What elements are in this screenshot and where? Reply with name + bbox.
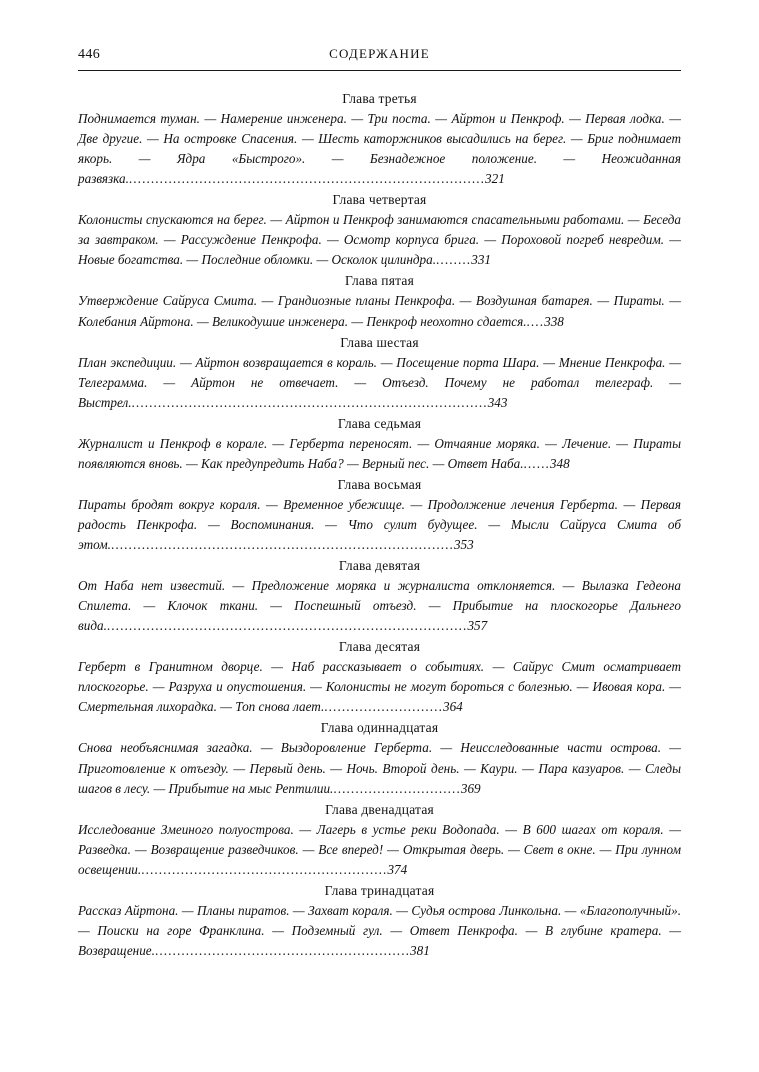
- summary-text: Поднимается туман. — Намерение инженера. — Три поста. — Айртон и Пенкроф. — Первая лодка. — Две другие. — На островке Спасения. — Шесть каторжников высадились на берег. — Бриг поднимает якорь. — Ядра «Быстрого». — Безнадежное положение. — Неожиданная развязка.: [78, 111, 681, 187]
- chapter-heading: Глава тринадцатая: [324, 882, 435, 898]
- chapter-heading: Глава третья: [342, 91, 417, 106]
- chapter-heading: Глава четвертая: [332, 192, 427, 208]
- chapter-summary: [78, 820, 681, 880]
- summary-text: Колонисты спускаются на берег. — Айртон и Пенкроф занимаются спасательными работами. — Беседа за завтраком. — Рассуждение Пенкрофа. — Осмотр корпуса брига. — Пороховой погреб невредим. — Новые богатства. — Последние обломки. — Осколок цилиндра.: [78, 212, 681, 268]
- leader-dots: .................................................................................: [128, 171, 486, 187]
- summary-text: Пираты бродят вокруг кораля. — Временное убежище. — Продолжение лечения Герберта. — Первая радость Пенкрофа. — Воспоминания. — Что сулит будущее. — Мысли Сайруса Смита об этом.: [78, 496, 681, 552]
- chapter-summary: [78, 291, 681, 331]
- entry-page-number: 338: [544, 313, 564, 329]
- chapter-heading: Глава двенадцатая: [325, 801, 434, 817]
- chapter-summary: [78, 434, 681, 474]
- toc-entry: [78, 91, 681, 189]
- entry-page-number: 374: [387, 861, 408, 877]
- chapter-heading: Глава шестая: [340, 334, 419, 350]
- toc-entry: [78, 883, 681, 961]
- leader-dots: ......: [523, 455, 550, 471]
- chapter-summary: [78, 738, 681, 798]
- leader-dots: ...........................: [324, 699, 443, 715]
- entry-page-number: 353: [453, 537, 474, 552]
- toc-entry: [78, 192, 681, 270]
- chapter-summary: [78, 210, 681, 270]
- toc-entry: [78, 639, 681, 717]
- toc-entry: [78, 720, 681, 798]
- toc-entry: [78, 558, 681, 636]
- summary-text: Утверждение Сайруса Смита. — Грандиозные планы Пенкрофа. — Воздушная батарея. — Пираты. — Колебания Айртона. — Великодушие инженера. — Пенкроф неохотно сдается.: [78, 293, 681, 329]
- entry-page-number: 321: [485, 171, 505, 187]
- toc-entry: [78, 273, 681, 331]
- chapter-heading: Глава десятая: [338, 639, 421, 655]
- leader-dots: ..............................................................................: [110, 537, 454, 552]
- summary-text: Исследование Змеиного полуострова. — Лагерь в устье реки Водопада. — В 600 шагах от кораля. — Разведка. — Возвращение разведчиков. — Все вперед! — Открытая дверь. — Свет в окне. — При лунном освещении.: [78, 821, 681, 877]
- chapter-heading: Глава одиннадцатая: [320, 720, 439, 736]
- chapter-summary: [78, 495, 681, 555]
- chapter-summary: [78, 353, 681, 413]
- leader-dots: ........................................................: [141, 861, 388, 877]
- summary-text: Снова необъяснимая загадка. — Выздоровление Герберта. — Неисследованные части острова. — Приготовление к отъезду. — Первый день. — Ночь. Второй день. — Каури. — Пара казуаров. — Следы шагов в лесу. — Прибытие на мыс Рептилии.: [78, 740, 681, 796]
- leader-dots: ..........................................................: [154, 942, 410, 958]
- toc-entry: [78, 335, 681, 413]
- summary-text: План экспедиции. — Айртон возвращается в кораль. — Посещение порта Шара. — Мнение Пенкрофа. — Телеграмма. — Айртон не отвечает. — Отъезд. Почему не работал телеграф. — Выстрел.: [78, 354, 681, 410]
- entry-page-number: 357: [467, 618, 488, 634]
- leader-dots: ....: [526, 313, 545, 329]
- toc-entry: [78, 416, 681, 474]
- table-of-contents: [78, 91, 681, 961]
- page-number: 446: [78, 47, 101, 62]
- chapter-heading: Глава пятая: [345, 273, 414, 289]
- summary-text: Герберт в Гранитном дворце. — Наб рассказывает о событиях. — Сайрус Смит осматривает плоскогорье. — Разруха и опустошения. — Колонисты не могут бороться с болезнью. — Ивовая кора. — Смертельная лихорадка. — Топ снова лает.: [78, 659, 681, 715]
- chapter-summary: [78, 109, 681, 189]
- entry-page-number: 331: [471, 252, 491, 268]
- summary-text: Рассказ Айртона. — Планы пиратов. — Захват кораля. — Судья острова Линкольна. — «Благополучный». — Поиски на горе Франклина. — Подземный гул. — Ответ Пенкрофа. — В глубине кратера. — Возвращение.: [78, 902, 681, 958]
- chapter-heading: Глава седьмая: [337, 415, 422, 431]
- chapter-summary: [78, 576, 681, 636]
- running-title: СОДЕРЖАНИЕ: [329, 46, 430, 61]
- entry-page-number: 369: [460, 780, 481, 796]
- entry-page-number: 343: [487, 394, 508, 410]
- leader-dots: .............................: [333, 780, 461, 796]
- entry-page-number: 348: [549, 455, 570, 471]
- summary-text: Журналист и Пенкроф в корале. — Герберта переносят. — Отчаяние моряка. — Лечение. — Пираты появляются вновь. — Как предупредить Наба? — Верный пес. — Ответ Наба.: [78, 435, 681, 471]
- page-header: [78, 46, 681, 71]
- leader-dots: ........: [436, 252, 472, 268]
- chapter-heading: Глава восьмая: [337, 476, 422, 492]
- leader-dots: .................................................................................: [131, 394, 488, 410]
- chapter-summary: [78, 901, 681, 961]
- toc-entry: [78, 477, 681, 555]
- chapter-heading: Глава девятая: [338, 558, 421, 574]
- entry-page-number: 381: [410, 942, 430, 958]
- summary-text: От Наба нет известий. — Предложение моряка и журналиста отклоняется. — Вылазка Гедеона Спилета. — Клочок ткани. — Поспешный отъезд. — Прибытие на плоскогорье Дальнего вида.: [78, 578, 681, 634]
- leader-dots: ..................................................................................: [106, 618, 468, 634]
- chapter-summary: [78, 657, 681, 717]
- toc-entry: [78, 802, 681, 880]
- entry-page-number: 364: [442, 699, 463, 715]
